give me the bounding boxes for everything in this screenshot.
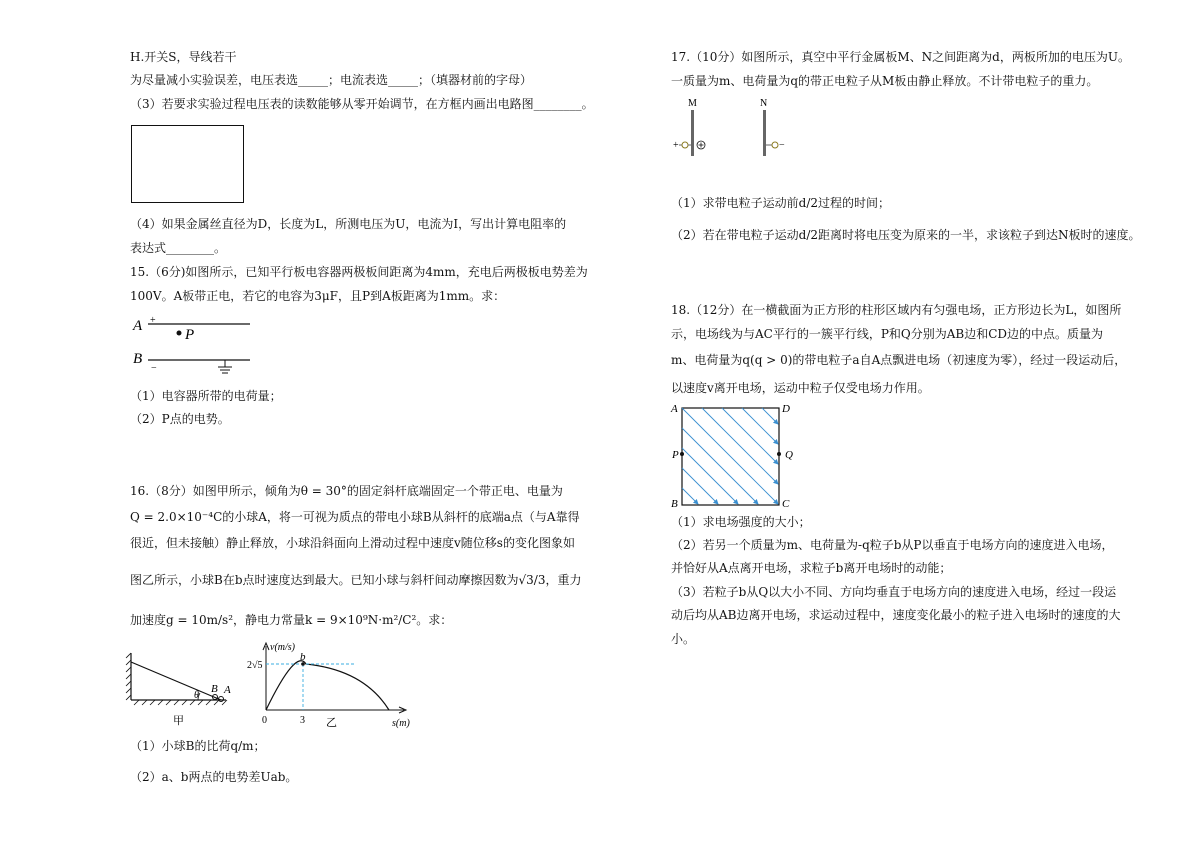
ball-b-label: B bbox=[211, 683, 218, 695]
circuit-drawing-box bbox=[131, 125, 244, 203]
plate-n bbox=[763, 110, 766, 156]
subquestion: （1）求电场强度的大小； bbox=[671, 515, 811, 529]
text-line: 表达式________。 bbox=[130, 241, 227, 255]
minus-terminal: − bbox=[779, 140, 785, 151]
minus-sign: − bbox=[151, 363, 157, 374]
subquestion: （1）电容器所带的电荷量； bbox=[130, 389, 282, 403]
question-18-line: 以速度v离开电场，运动中粒子仅受电场力作用。 bbox=[671, 381, 930, 395]
question-17-line: 17.（10分）如图所示，真空中平行金属板M、N之间距离为d，两板所加的电压为U。 bbox=[671, 50, 1130, 64]
point-p-label: P bbox=[672, 449, 679, 461]
point-q-label: Q bbox=[785, 449, 793, 461]
vmax-label: 2√5 bbox=[247, 660, 263, 671]
subquestion: 并恰好从A点离开电场，求粒子b离开电场时的动能； bbox=[671, 561, 952, 575]
question-16-line: 图乙所示，小球B在b点时速度达到最大。已知小球与斜杆间动摩擦因数为√3/3，重力 bbox=[130, 573, 582, 587]
theta-label: θ bbox=[194, 690, 199, 701]
text-line: （4）如果金属丝直径为D，长度为L，所测电压为U，电流为I，写出计算电阻率的 bbox=[130, 217, 567, 231]
text-line: （3）若要求实验过程电压表的读数能够从零开始调节，在方框内画出电路图________。 bbox=[130, 97, 594, 111]
subquestion: （2）若另一个质量为m、电荷量为-q粒子b从P以垂直于电场方向的速度进入电场， bbox=[671, 538, 1114, 552]
point-p-label: P bbox=[185, 327, 195, 343]
plus-sign: + bbox=[150, 315, 156, 326]
square-field-figure bbox=[670, 398, 800, 512]
subquestion: （2）若在带电粒子运动d/2距离时将电压变为原来的一半，求该粒子到达N板时的速度。 bbox=[671, 228, 1141, 242]
question-18-line: 示，电场线为与AC平行的一簇平行线，P和Q分别为AB边和CD边的中点。质量为 bbox=[671, 327, 1104, 341]
velocity-displacement-graph bbox=[244, 640, 424, 730]
plate-m bbox=[691, 110, 694, 156]
question-16-line: 很近，但未接触）静止释放，小球沿斜面向上滑动过程中速度v随位移s的变化图象如 bbox=[130, 536, 575, 550]
question-15-line: 100V。A板带正电，若它的电容为3μF，且P到A板距离为1mm。求： bbox=[130, 289, 506, 303]
plus-terminal: + bbox=[673, 140, 679, 151]
inclined-rod bbox=[131, 662, 221, 700]
point-p bbox=[177, 331, 182, 336]
plate-a-label: A bbox=[133, 318, 143, 334]
terminal-n bbox=[772, 142, 778, 148]
subquestion: （3）若粒子b从Q以大小不同、方向均垂直于电场方向的速度进入电场，经过一段运 bbox=[671, 585, 1117, 599]
text-line: H.开关S，导线若干 bbox=[130, 50, 237, 64]
origin-label: 0 bbox=[262, 715, 267, 726]
plate-n-label: N bbox=[760, 98, 768, 109]
ball-a-label: A bbox=[224, 684, 231, 696]
v-axis-label: v(m/s) bbox=[270, 642, 295, 653]
plate-b-label: B bbox=[133, 351, 143, 367]
subquestion: （1）求带电粒子运动前d/2过程的时间； bbox=[671, 196, 890, 210]
subquestion: 动后均从AB边离开电场，求运动过程中，速度变化最小的粒子进入电场时的速度的大 bbox=[671, 608, 1121, 622]
figure-yi-label: 乙 bbox=[326, 717, 337, 729]
floor-hatch bbox=[134, 700, 227, 705]
vertex-d-label: D bbox=[782, 403, 790, 415]
subquestion: （2）P点的电势。 bbox=[130, 412, 230, 426]
s3-label: 3 bbox=[300, 715, 305, 726]
wall-hatch bbox=[126, 653, 131, 700]
subquestion: （1）小球B的比荷q/m； bbox=[130, 739, 266, 753]
subquestion: （2）a、b两点的电势差Uab。 bbox=[130, 770, 298, 784]
question-18-line: 18.（12分）在一横截面为正方形的柱形区域内有匀强电场，正方形边长为L，如图所 bbox=[671, 303, 1122, 317]
point-b-label: b bbox=[300, 651, 306, 663]
capacitor-figure bbox=[130, 310, 260, 380]
velocity-curve bbox=[266, 661, 389, 710]
field-lines bbox=[682, 408, 778, 504]
question-16-line: 16.（8分）如图甲所示，倾角为θ = 30°的固定斜杆底端固定一个带正电、电量为 bbox=[130, 484, 563, 498]
point-p bbox=[680, 452, 684, 456]
question-18-line: m、电荷量为q(q > 0)的带电粒子a自A点飘进电场（初速度为零），经过一段运动后， bbox=[671, 353, 1127, 367]
question-17-line: 一质量为m、电荷量为q的带正电粒子从M板由静止释放。不计带电粒子的重力。 bbox=[671, 74, 1099, 88]
question-16-line: 加速度g = 10m/s²，静电力常量k = 9×10⁹N·m²/C²。求： bbox=[130, 613, 453, 627]
point-q bbox=[777, 452, 781, 456]
parallel-plates-figure bbox=[671, 96, 791, 156]
plate-m-label: M bbox=[688, 98, 697, 109]
question-15-line: 15.（6分)如图所示，已知平行板电容器两极板间距离为4mm，充电后两极板电势差为 bbox=[130, 265, 588, 279]
question-16-line: Q = 2.0×10⁻⁴C的小球A，将一可视为质点的带电小球B从斜杆的底端a点（与A靠得 bbox=[130, 510, 580, 524]
s-axis-label: s(m) bbox=[392, 718, 410, 729]
vertex-a-label: A bbox=[671, 403, 678, 415]
subquestion: 小。 bbox=[671, 632, 696, 646]
figure-jia-label: 甲 bbox=[173, 715, 184, 727]
text-line: 为尽量减小实验误差，电压表选_____；电流表选_____；（填器材前的字母） bbox=[130, 73, 533, 87]
vertex-c-label: C bbox=[782, 498, 790, 510]
ground-icon bbox=[218, 360, 232, 373]
vertex-b-label: B bbox=[671, 498, 678, 510]
incline-figure bbox=[126, 648, 236, 728]
terminal-m bbox=[682, 142, 688, 148]
